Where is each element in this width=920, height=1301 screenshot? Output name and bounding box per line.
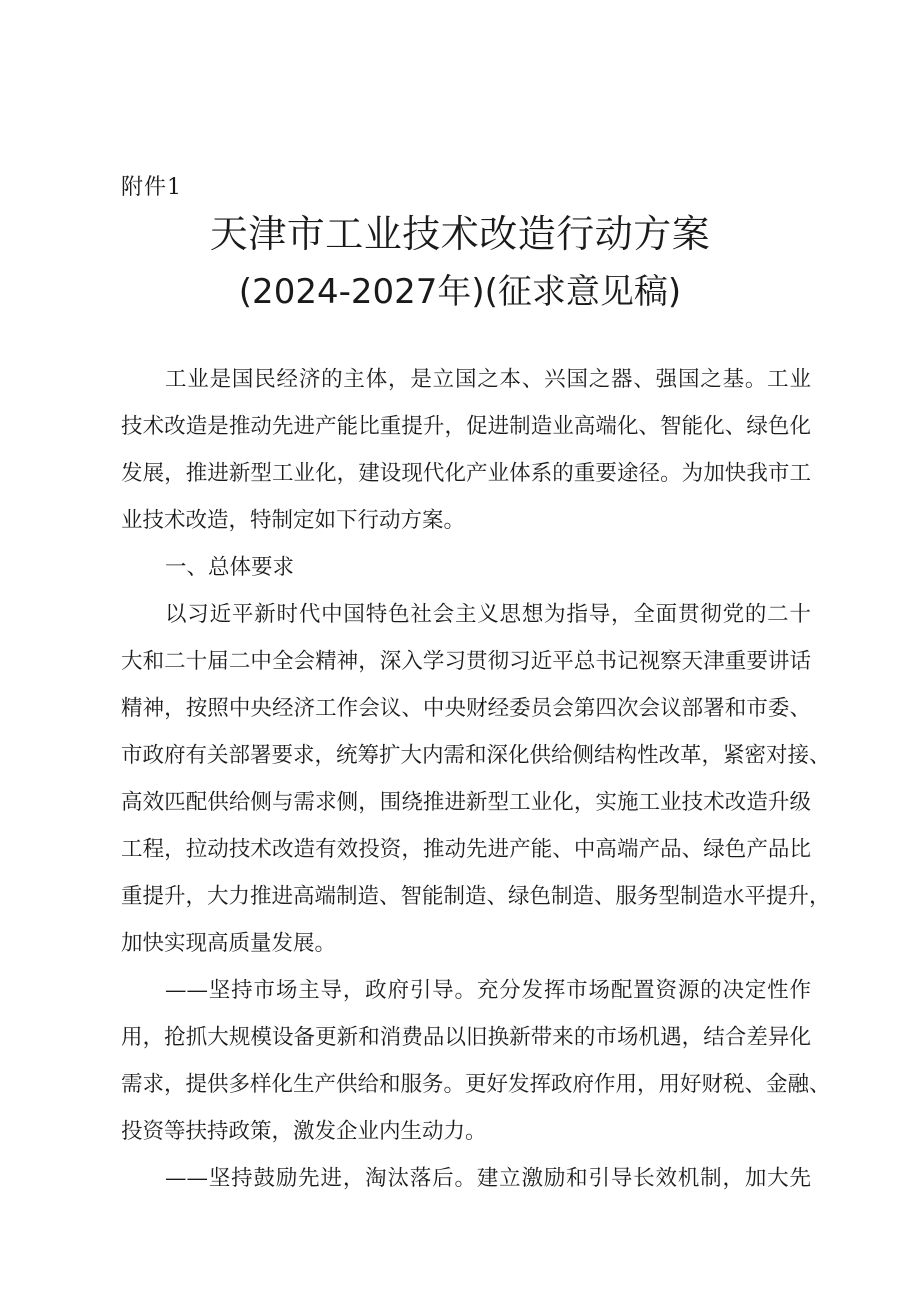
body-line: 工程，拉动技术改造有效投资，推动先进产能、中高端产品、绿色产品比	[121, 837, 811, 862]
body-line: 需求，提供多样化生产供给和服务。更好发挥政府作用，用好财税、金融、	[121, 1072, 831, 1097]
body-line: 业技术改造，特制定如下行动方案。	[121, 508, 466, 533]
body-line: 用，抢抓大规模设备更新和消费品以旧换新带来的市场机遇，结合差异化	[121, 1025, 811, 1050]
body-line: ——坚持鼓励先进，淘汰落后。建立激励和引导长效机制，加大先	[165, 1166, 811, 1191]
document-subtitle: (2024-2027年)(征求意见稿)	[238, 272, 682, 312]
document-body	[121, 358, 831, 1204]
body-line: 加快实现高质量发展。	[121, 931, 337, 956]
body-line: 以习近平新时代中国特色社会主义思想为指导，全面贯彻党的二十	[165, 602, 811, 627]
body-line: 工业是国民经济的主体，是立国之本、兴国之器、强国之基。工业	[165, 367, 811, 392]
body-line: 大和二十届二中全会精神，深入学习贯彻习近平总书记视察天津重要讲话	[121, 649, 811, 674]
body-line: 精神，按照中央经济工作会议、中央财经委员会第四次会议部署和市委、	[121, 696, 811, 721]
attachment-label: 附件1	[121, 175, 182, 200]
body-line: 技术改造是推动先进产能比重提升，促进制造业高端化、智能化、绿色化	[121, 414, 811, 439]
body-line: 高效匹配供给侧与需求侧，围绕推进新型工业化，实施工业技术改造升级	[121, 790, 811, 815]
body-line: 重提升，大力推进高端制造、智能制造、绿色制造、服务型制造水平提升，	[121, 884, 831, 909]
body-line: 市政府有关部署要求，统筹扩大内需和深化供给侧结构性改革，紧密对接、	[121, 743, 831, 768]
body-line: 投资等扶持政策，激发企业内生动力。	[121, 1119, 487, 1144]
document-title: 天津市工业技术改造行动方案	[209, 212, 711, 256]
body-line: 发展，推进新型工业化，建设现代化产业体系的重要途径。为加快我市工	[121, 461, 811, 486]
body-line: ——坚持市场主导，政府引导。充分发挥市场配置资源的决定性作	[165, 978, 811, 1003]
section-heading: 一、总体要求	[165, 555, 295, 580]
